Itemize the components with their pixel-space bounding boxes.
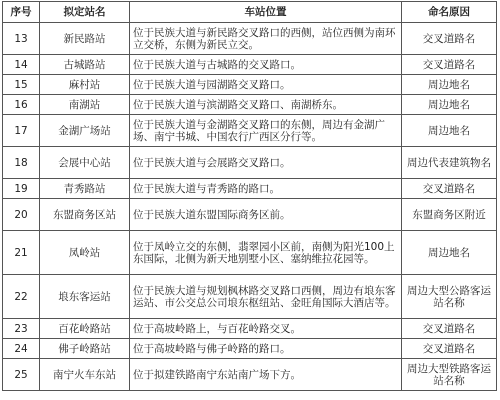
row-naming-reason: 周边地名 [402,231,497,275]
row-naming-reason: 周边地名 [402,115,497,147]
row-location: 位于民族大道与规划枫林路交叉路口西侧，周边有埌东客运站、市公交总公司埌东枢纽站、金旺角国际大酒店等。 [130,275,402,319]
row-station-name: 金湖广场站 [40,115,130,147]
table-row [3,231,497,275]
header-naming-reason: 命名原因 [402,2,497,23]
row-number: 23 [3,319,40,339]
row-station-name: 凤岭站 [40,231,130,275]
row-location: 位于拟建铁路南宁东站南广场下方。 [130,359,402,391]
row-location: 位于民族大道与金湖路交叉路口的东侧，周边有金湖广场、南宁书城、中国农行广西区分行等。 [130,115,402,147]
table-row [3,115,497,147]
row-station-name: 新民路站 [40,23,130,55]
row-location: 位于民族大道东盟国际商务区前。 [130,199,402,231]
row-station-name: 佛子岭路站 [40,339,130,359]
row-number: 24 [3,339,40,359]
row-naming-reason: 周边地名 [402,75,497,95]
row-number: 19 [3,179,40,199]
row-station-name: 会展中心站 [40,147,130,179]
table-row [3,319,497,339]
table-row [3,147,497,179]
row-location: 位于民族大道与会展路交叉路口。 [130,147,402,179]
row-naming-reason: 周边大型公路客运站名称 [402,275,497,319]
row-location: 位于高坡岭路与佛子岭路的路口。 [130,339,402,359]
row-station-name: 东盟商务区站 [40,199,130,231]
row-number: 13 [3,23,40,55]
header-number: 序号 [3,2,40,23]
table-row [3,199,497,231]
row-station-name: 埌东客运站 [40,275,130,319]
station-naming-document [2,1,496,391]
table-row [3,275,497,319]
table-row [3,55,497,75]
row-naming-reason: 交叉道路名 [402,319,497,339]
table-row [3,339,497,359]
row-location: 位于民族大道与古城路的交叉路口。 [130,55,402,75]
row-location: 位于民族大道与新民路交叉路口的西侧，站位西侧为南环立交桥，东侧为新民立交。 [130,23,402,55]
row-naming-reason: 东盟商务区附近 [402,199,497,231]
row-location: 位于民族大道与园湖路交叉路口。 [130,75,402,95]
header-location: 车站位置 [130,2,402,23]
table-row [3,179,497,199]
header-station-name: 拟定站名 [40,2,130,23]
row-station-name: 百花岭路站 [40,319,130,339]
station-table [2,1,497,391]
row-number: 18 [3,147,40,179]
row-station-name: 南宁火车东站 [40,359,130,391]
row-location: 位于民族大道与滨湖路交叉路口、南湖桥东。 [130,95,402,115]
row-number: 21 [3,231,40,275]
row-number: 16 [3,95,40,115]
row-naming-reason: 交叉道路名 [402,23,497,55]
row-location: 位于凤岭立交的东侧，翡翠园小区前，南侧为阳光100上东国际，北侧为新天地别墅小区、塞纳维拉花园等。 [130,231,402,275]
row-number: 14 [3,55,40,75]
row-number: 22 [3,275,40,319]
table-header-row [3,2,497,23]
table-row [3,23,497,55]
table-row [3,359,497,391]
row-naming-reason: 交叉道路名 [402,55,497,75]
row-number: 20 [3,199,40,231]
row-station-name: 麻村站 [40,75,130,95]
row-naming-reason: 周边大型铁路客运站名称 [402,359,497,391]
row-number: 15 [3,75,40,95]
table-row [3,75,497,95]
row-station-name: 南湖站 [40,95,130,115]
row-naming-reason: 交叉道路名 [402,179,497,199]
row-station-name: 古城路站 [40,55,130,75]
row-naming-reason: 周边代表建筑物名 [402,147,497,179]
row-naming-reason: 交叉道路名 [402,339,497,359]
row-naming-reason: 周边地名 [402,95,497,115]
row-location: 位于高坡岭路上，与百花岭路交叉。 [130,319,402,339]
row-station-name: 青秀路站 [40,179,130,199]
table-row [3,95,497,115]
row-number: 25 [3,359,40,391]
row-location: 位于民族大道与青秀路的路口。 [130,179,402,199]
row-number: 17 [3,115,40,147]
